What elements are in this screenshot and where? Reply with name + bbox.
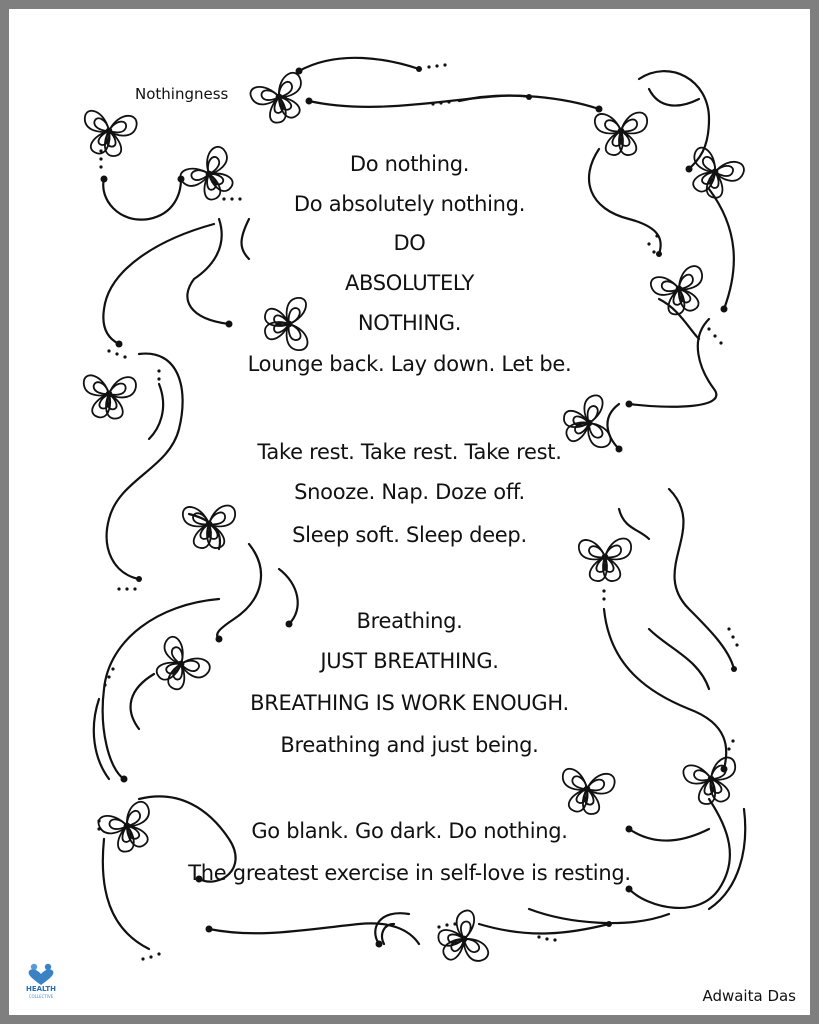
author-signature: Adwaita Das — [702, 987, 796, 1005]
poem-line: NOTHING. — [357, 311, 462, 335]
poem-line: BREATHING IS WORK ENOUGH. — [250, 691, 569, 715]
poem-line: The greatest exercise in self-love is resting. — [188, 861, 631, 885]
poem-line: Do nothing. — [349, 152, 470, 176]
poem-title: Nothingness — [135, 85, 229, 103]
health-collective-logo — [19, 961, 63, 1007]
poem-line: Sleep soft. Sleep deep. — [292, 523, 527, 547]
poem-line: JUST BREATHING. — [320, 649, 499, 673]
poem-line: Lounge back. Lay down. Let be. — [247, 352, 572, 376]
poem-line: Take rest. Take rest. Take rest. — [257, 440, 562, 464]
poem-line: Snooze. Nap. Doze off. — [294, 480, 525, 504]
poem-line: Breathing. — [356, 609, 463, 633]
poem-line: Go blank. Go dark. Do nothing. — [251, 819, 568, 843]
poem-line: Do absolutely nothing. — [293, 192, 526, 216]
poem-body — [9, 9, 810, 1015]
logo-sub: COLLECTIVE — [28, 994, 54, 999]
poem-line: DO — [393, 231, 426, 255]
poem-line: Breathing and just being. — [280, 733, 539, 757]
logo-word: HEALTH — [26, 985, 56, 993]
poem-line: ABSOLUTELY — [344, 271, 475, 295]
heart-people-icon — [19, 961, 63, 987]
